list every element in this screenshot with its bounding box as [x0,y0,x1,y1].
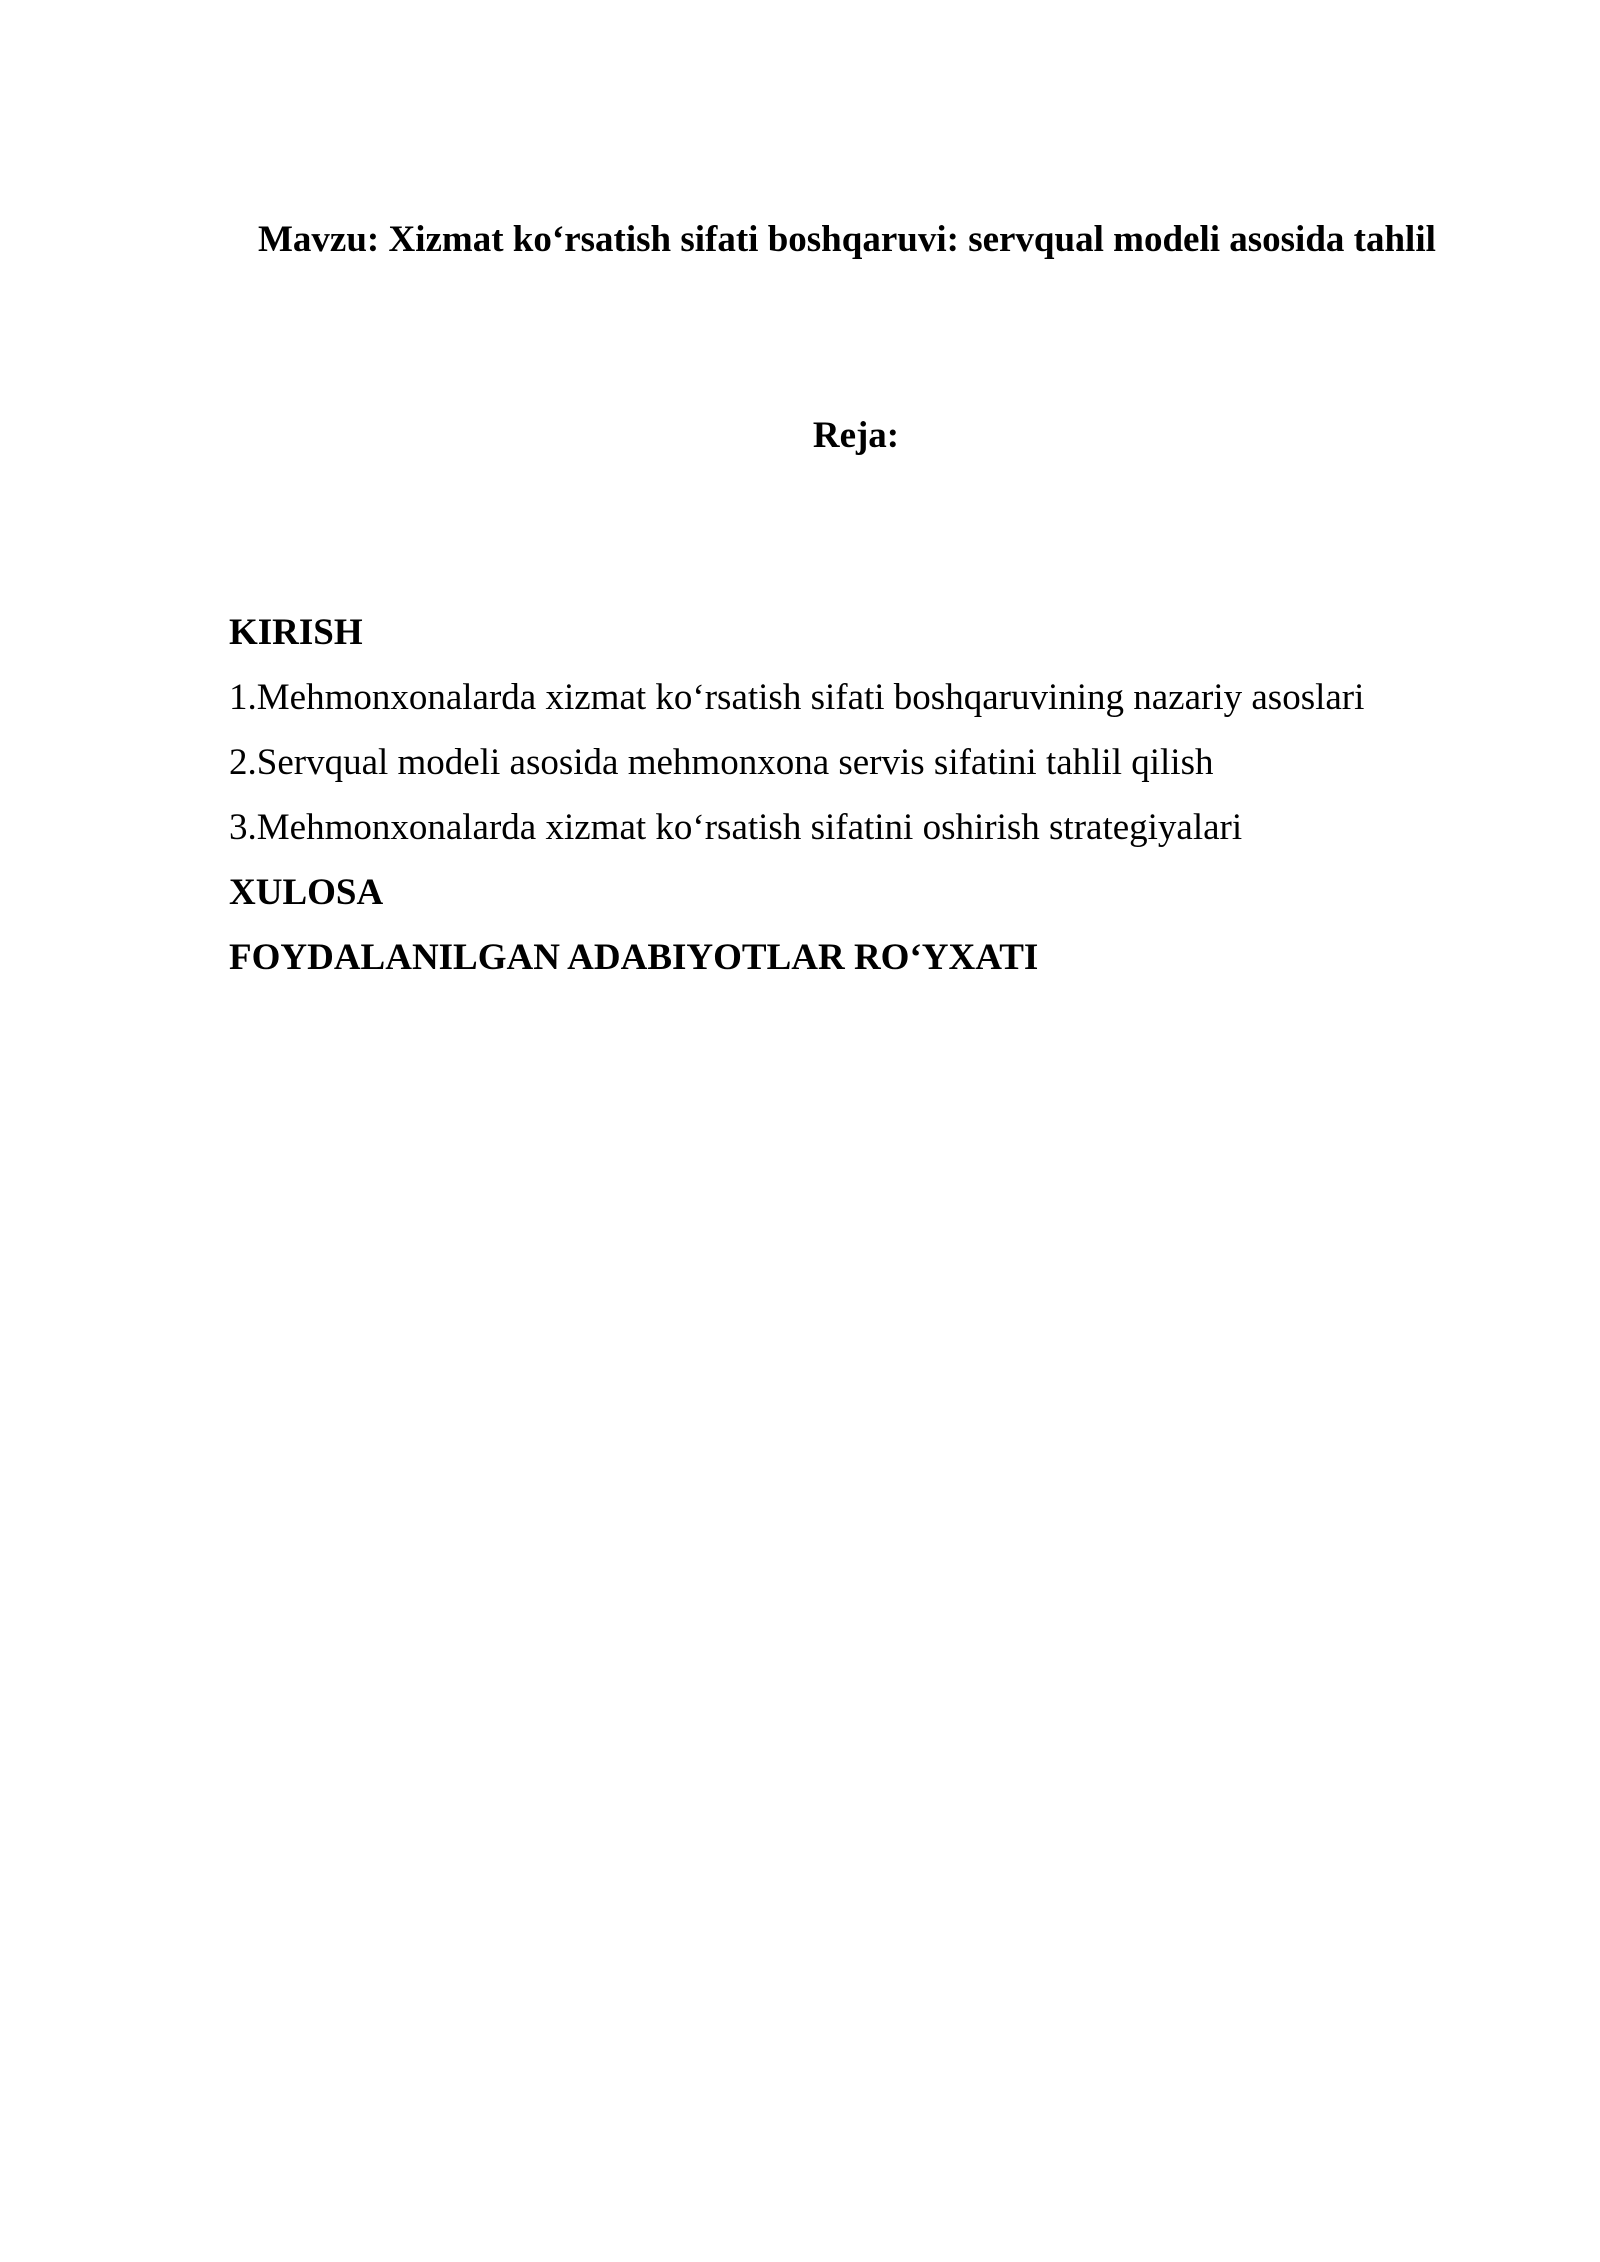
table-of-contents [229,600,1529,990]
plan-heading: Reja: [812,415,900,456]
toc-item-chapter-3: 3.Mehmonxonalarda xizmat ko‘rsatish sifatini oshirish strategiyalari [229,807,1243,848]
toc-item-chapter-2: 2.Servqual modeli asosida mehmonxona servis sifatini tahlil qilish [229,742,1214,783]
toc-item-chapter-1: 1.Mehmonxonalarda xizmat ko‘rsatish sifati boshqaruvining nazariy asoslari [229,677,1365,718]
toc-item-introduction: KIRISH [229,612,363,653]
toc-item-references: FOYDALANILGAN ADABIYOTLAR RO‘YXATI [229,937,1039,978]
document-topic: Mavzu: Xizmat ko‘rsatish sifati boshqaruvi: servqual modeli asosida tahlil [258,219,1436,260]
toc-item-conclusion: XULOSA [229,872,384,913]
